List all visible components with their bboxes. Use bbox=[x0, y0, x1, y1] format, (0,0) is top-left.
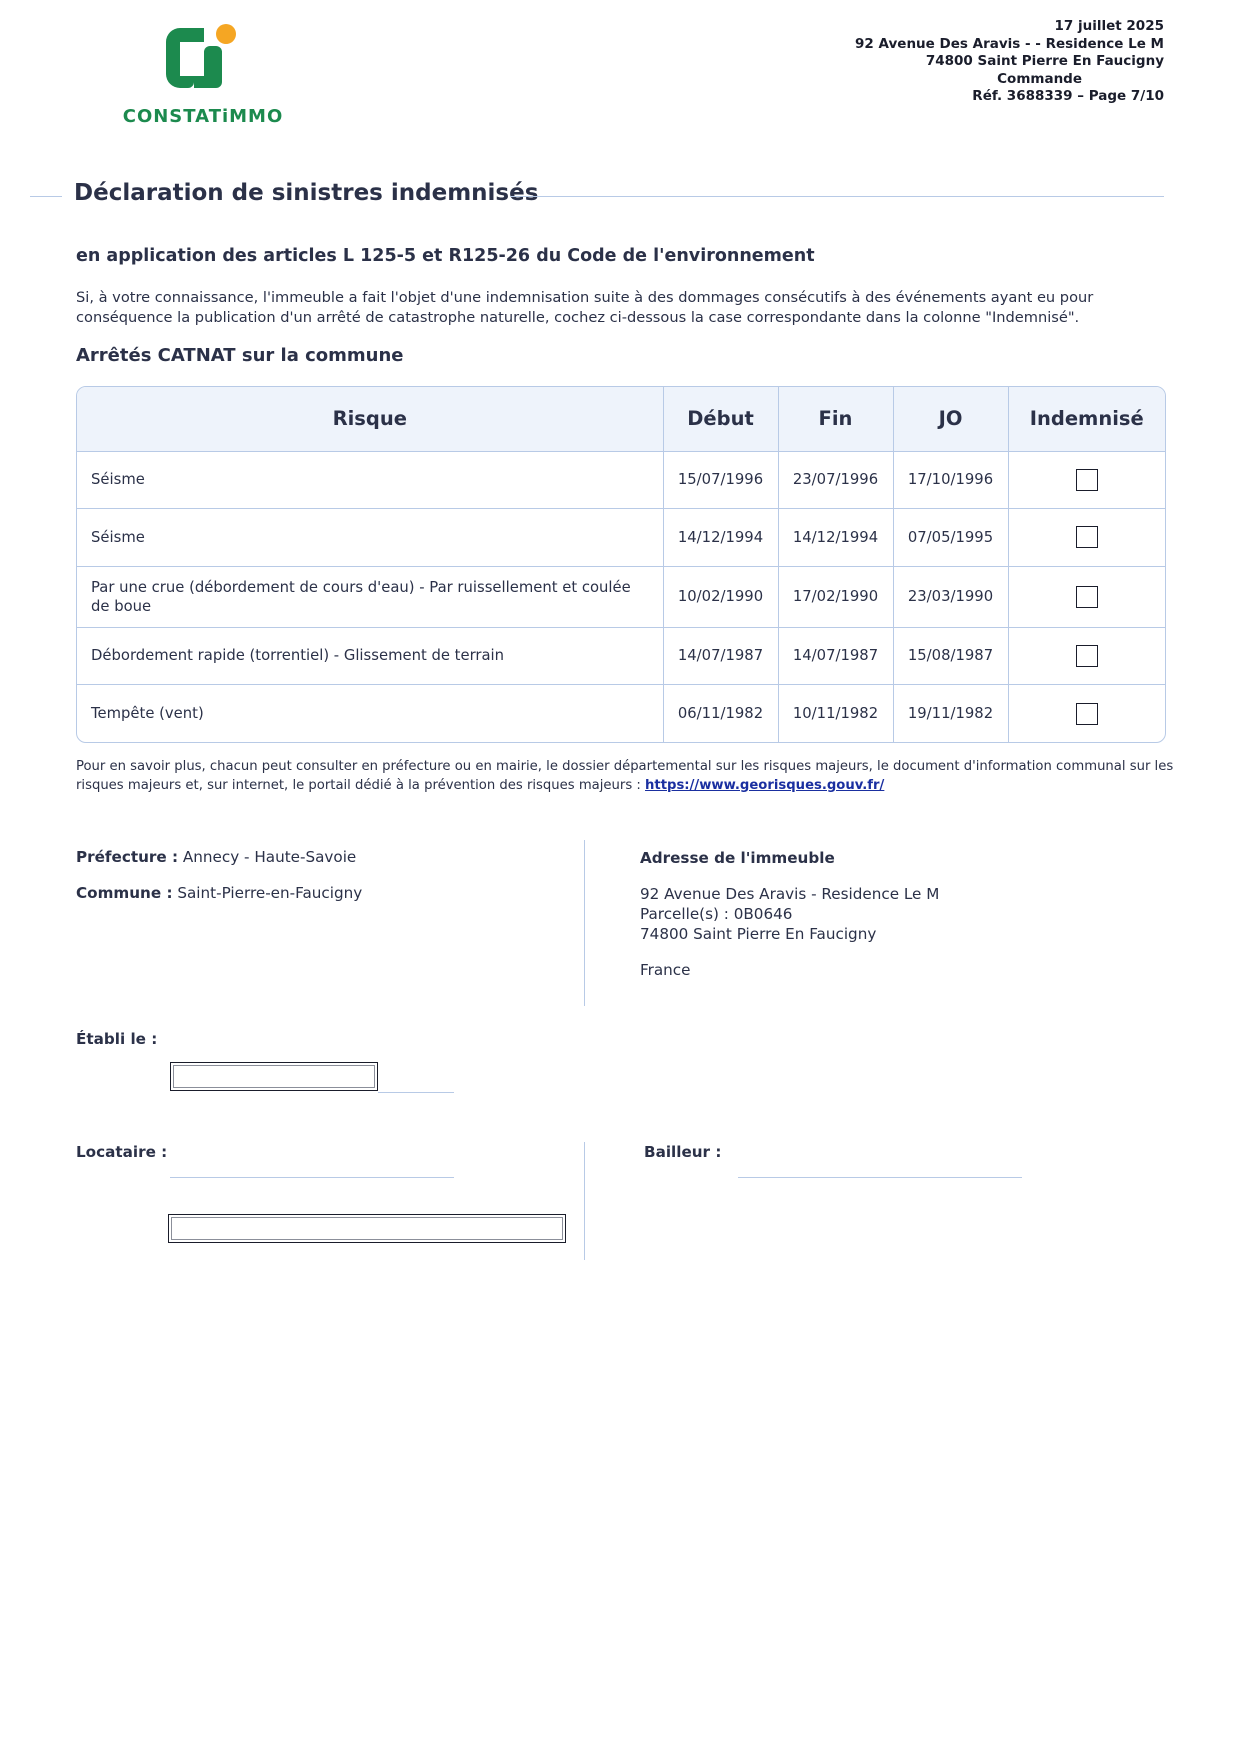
legal-reference-subtitle: en application des articles L 125-5 et R125-26 du Code de l'environnement bbox=[76, 246, 815, 266]
table-row bbox=[77, 451, 1165, 509]
georisques-note bbox=[76, 757, 1176, 795]
info-divider bbox=[584, 840, 585, 1006]
locataire-label: Locataire : bbox=[76, 1143, 168, 1161]
bailleur-underline bbox=[738, 1177, 1022, 1178]
table-row bbox=[77, 627, 1165, 685]
locataire-signature-field[interactable] bbox=[168, 1214, 566, 1243]
etabli-label: Établi le : bbox=[76, 1030, 158, 1048]
table-row bbox=[77, 509, 1165, 567]
locataire-signature-field-inner bbox=[171, 1217, 563, 1240]
etabli-underline bbox=[378, 1092, 454, 1093]
risk-cell: Par une crue (débordement de cours d'eau) - Par ruissellement et coulée de boue bbox=[77, 566, 663, 627]
prefecture-label: Préfecture : bbox=[76, 848, 179, 866]
prefecture-line bbox=[76, 848, 362, 866]
jo-date-cell: 07/05/1995 bbox=[893, 509, 1008, 567]
indemnise-checkbox[interactable] bbox=[1076, 703, 1098, 725]
indemnise-cell bbox=[1008, 627, 1165, 685]
catnat-section-heading: Arrêtés CATNAT sur la commune bbox=[76, 345, 404, 366]
indemnise-checkbox[interactable] bbox=[1076, 526, 1098, 548]
jo-date-cell: 23/03/1990 bbox=[893, 566, 1008, 627]
end-date-cell: 14/07/1987 bbox=[778, 627, 893, 685]
document-header-info bbox=[764, 18, 1164, 106]
start-date-cell: 10/02/1990 bbox=[663, 566, 778, 627]
etabli-date-field[interactable] bbox=[170, 1062, 378, 1091]
header-reference: Réf. 3688339 – Page 7/10 bbox=[972, 88, 1164, 104]
start-date-cell: 06/11/1982 bbox=[663, 685, 778, 743]
catnat-table bbox=[76, 386, 1166, 743]
title-rule-right bbox=[510, 196, 1164, 197]
title-rule-left bbox=[30, 196, 62, 197]
column-header-indemnise: Indemnisé bbox=[1008, 387, 1165, 451]
risk-cell: Séisme bbox=[77, 509, 663, 567]
title-row bbox=[30, 180, 1164, 214]
commune-label: Commune : bbox=[76, 884, 173, 902]
start-date-cell: 14/12/1994 bbox=[663, 509, 778, 567]
indemnise-checkbox[interactable] bbox=[1076, 469, 1098, 491]
logo-wordmark: CONSTATiMMO bbox=[122, 106, 284, 127]
prefecture-value: Annecy - Haute-Savoie bbox=[182, 848, 357, 866]
table-header-row bbox=[77, 387, 1165, 451]
header-address: 92 Avenue Des Aravis - - Residence Le M bbox=[855, 35, 1164, 52]
end-date-cell: 23/07/1996 bbox=[778, 451, 893, 509]
column-header-jo: JO bbox=[893, 387, 1008, 451]
location-info bbox=[76, 848, 362, 920]
indemnise-cell bbox=[1008, 566, 1165, 627]
address-heading: Adresse de l'immeuble bbox=[640, 849, 835, 867]
end-date-cell: 14/12/1994 bbox=[778, 509, 893, 567]
indemnise-checkbox[interactable] bbox=[1076, 586, 1098, 608]
risk-cell: Séisme bbox=[77, 451, 663, 509]
risk-cell: Tempête (vent) bbox=[77, 685, 663, 743]
end-date-cell: 17/02/1990 bbox=[778, 566, 893, 627]
intro-paragraph: Si, à votre connaissance, l'immeuble a fait l'objet d'une indemnisation suite à des dommages consécutifs à des événements ayant eu pour conséquence la publication d'un arrêté de catastrophe naturelle, cochez ci-dessous la case correspondante dans la colonne "Indemnisé". bbox=[76, 289, 1094, 326]
indemnise-checkbox[interactable] bbox=[1076, 645, 1098, 667]
column-header-fin: Fin bbox=[778, 387, 893, 451]
locataire-underline bbox=[170, 1177, 454, 1178]
commune-value: Saint-Pierre-en-Faucigny bbox=[177, 884, 363, 902]
indemnise-cell bbox=[1008, 509, 1165, 567]
property-address bbox=[640, 848, 939, 980]
constatimmo-logo bbox=[118, 20, 288, 130]
address-line-2: Parcelle(s) : 0B0646 bbox=[640, 905, 793, 923]
commune-line bbox=[76, 884, 362, 902]
column-header-risque: Risque bbox=[77, 387, 663, 451]
jo-date-cell: 15/08/1987 bbox=[893, 627, 1008, 685]
risk-cell: Débordement rapide (torrentiel) - Glissement de terrain bbox=[77, 627, 663, 685]
start-date-cell: 14/07/1987 bbox=[663, 627, 778, 685]
signature-divider bbox=[584, 1142, 585, 1260]
table-row bbox=[77, 566, 1165, 627]
georisques-link[interactable]: https://www.georisques.gouv.fr/ bbox=[645, 778, 885, 793]
header-city: 74800 Saint Pierre En Faucigny bbox=[925, 53, 1164, 69]
constatimmo-logo-icon bbox=[164, 22, 240, 96]
address-line-3: 74800 Saint Pierre En Faucigny bbox=[640, 925, 877, 943]
address-country: France bbox=[640, 961, 691, 979]
note-text: Pour en savoir plus, chacun peut consulter en préfecture ou en mairie, le dossier départemental sur les risques majeurs, le document d'information communal sur les risques majeurs et, sur internet, le portail dédié à la prévention des risques majeurs : bbox=[76, 759, 1174, 793]
bailleur-label: Bailleur : bbox=[644, 1143, 722, 1161]
page-title: Déclaration de sinistres indemnisés bbox=[74, 180, 539, 206]
jo-date-cell: 17/10/1996 bbox=[893, 451, 1008, 509]
jo-date-cell: 19/11/1982 bbox=[893, 685, 1008, 743]
indemnise-cell bbox=[1008, 685, 1165, 743]
column-header-debut: Début bbox=[663, 387, 778, 451]
start-date-cell: 15/07/1996 bbox=[663, 451, 778, 509]
table-row bbox=[77, 685, 1165, 743]
end-date-cell: 10/11/1982 bbox=[778, 685, 893, 743]
etabli-date-field-inner bbox=[173, 1065, 375, 1088]
document-date: 17 juillet 2025 bbox=[1054, 18, 1164, 34]
indemnise-cell bbox=[1008, 451, 1165, 509]
header-order: Commande bbox=[997, 70, 1082, 87]
address-line-1: 92 Avenue Des Aravis - Residence Le M bbox=[640, 885, 940, 903]
